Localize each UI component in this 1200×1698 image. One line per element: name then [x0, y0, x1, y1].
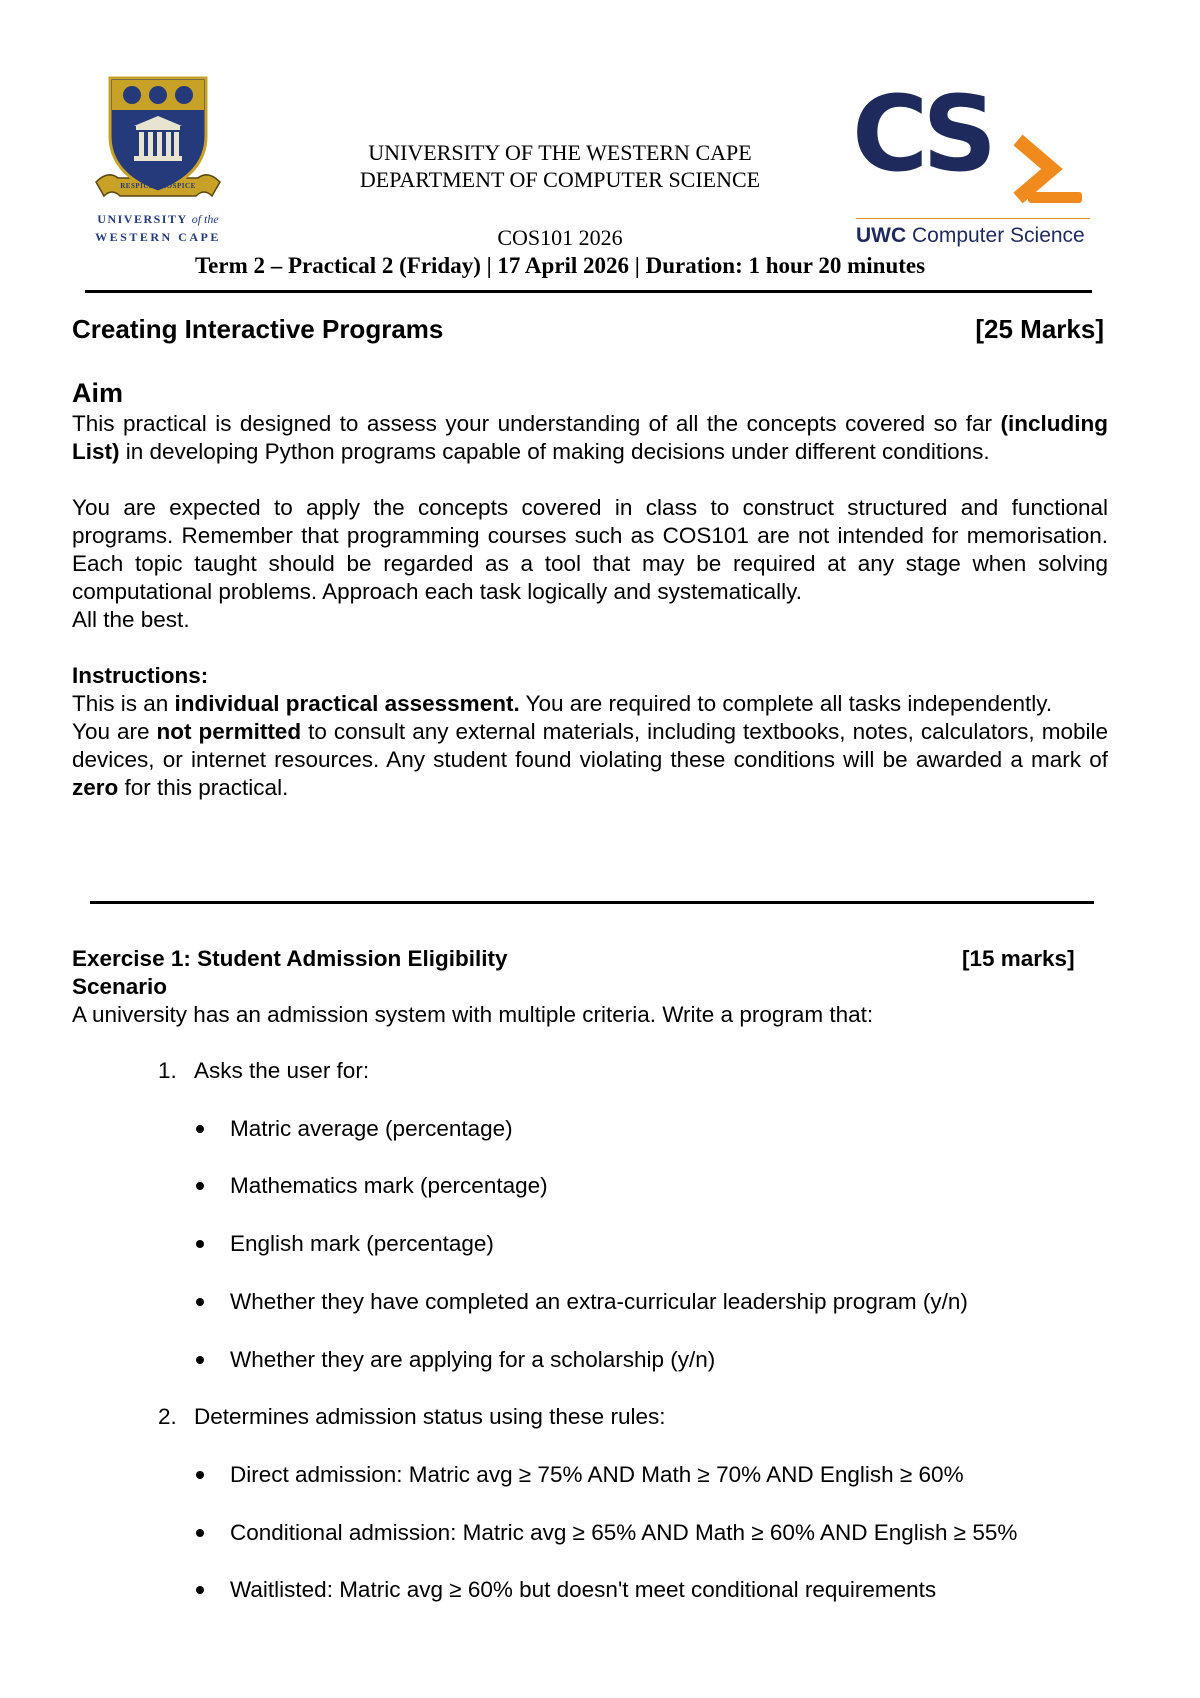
university-name: UNIVERSITY OF THE WESTERN CAPE — [368, 140, 752, 165]
header-divider — [85, 290, 1092, 293]
uwc-crest-icon — [88, 74, 228, 214]
input-item-text: English mark (percentage) — [230, 1231, 494, 1256]
instr-l2-zero: zero — [72, 775, 119, 800]
blank-line — [72, 634, 1108, 662]
bullet-icon — [196, 1471, 204, 1479]
input-item-text: Whether they are applying for a scholarship (y/n) — [230, 1347, 716, 1372]
bullet-icon — [196, 1586, 204, 1594]
total-marks: [25 Marks] — [975, 314, 1104, 344]
page-title: Creating Interactive Programs — [72, 314, 444, 344]
department-name: DEPARTMENT OF COMPUTER SCIENCE — [359, 167, 761, 192]
uwc-logo-line2: WESTERN CAPE — [95, 230, 221, 244]
aim-heading: Aim — [72, 378, 124, 408]
exercise1-marks: [15 marks] — [962, 946, 1075, 971]
instr-l2-bold: not permitted — [156, 719, 302, 744]
cs-logo-mark: CS — [852, 73, 990, 195]
aim-paragraph-1 — [72, 410, 1108, 466]
instructions-heading: Instructions: — [72, 663, 209, 688]
instr-l1-start: This is an — [72, 691, 175, 716]
rule-item-text: Conditional admission: Matric avg ≥ 65% AND Math ≥ 60% AND English ≥ 55% — [230, 1520, 1018, 1545]
aim-paragraph-2: You are expected to apply the concepts covered in class to construct structured and functional programs. Remember that programming courses such as COS101 are not intended for memorisation. Each topic taught should be regarded as a tool that may be required at any stage when solving computational problems. Approach each task logically and systematically. — [72, 495, 1108, 604]
bullet-icon — [196, 1240, 204, 1248]
input-item-text: Mathematics mark (percentage) — [230, 1173, 548, 1198]
rule-item-text: Waitlisted: Matric avg ≥ 60% but doesn't meet conditional requirements — [230, 1577, 937, 1602]
step-1-number: 1. — [158, 1058, 177, 1083]
instr-l2-c: to consult any external materials, including textbooks, notes, calculators, mobile devices, or internet resources. Any student found violating these conditions will be awarded a mark of — [72, 719, 1108, 772]
scenario-text: A university has an admission system with multiple criteria. Write a program that: — [72, 1002, 874, 1027]
step-1 — [158, 1058, 370, 1084]
input-item-text: Whether they have completed an extra-curricular leadership program (y/n) — [230, 1289, 968, 1314]
bullet-icon — [196, 1298, 204, 1306]
course-code: COS101 2026 — [497, 225, 623, 250]
scenario-heading: Scenario — [72, 974, 168, 999]
uwc-logo — [88, 74, 228, 244]
cs-caption-rest: Computer Science — [906, 224, 1085, 247]
step-1-text: Asks the user for: — [194, 1058, 370, 1083]
term-line: Term 2 – Practical 2 (Friday) | 17 April 2026 | Duration: 1 hour 20 minutes — [194, 253, 926, 278]
input-item-text: Matric average (percentage) — [230, 1116, 513, 1141]
cs-caption-uwc: UWC — [856, 224, 907, 247]
step-2-number: 2. — [158, 1404, 177, 1429]
uwc-motto: RESPICE PROSPICE — [120, 182, 196, 190]
bullet-icon — [196, 1529, 204, 1537]
uwc-logo-of-the: of the — [191, 212, 219, 226]
aim-p1-end: in developing Python programs capable of making decisions under different conditions. — [119, 439, 990, 464]
cs-logo-caption — [856, 224, 1085, 248]
aim-p1-start: This practical is designed to assess your understanding of all the concepts covered so far — [72, 411, 1001, 436]
section-divider — [90, 901, 1094, 904]
instr-l1-end: You are required to complete all tasks independently. — [519, 691, 1053, 716]
instructions-line-2 — [72, 718, 1108, 802]
step-2-text: Determines admission status using these rules: — [194, 1404, 666, 1429]
aim-paragraph-3: All the best. — [72, 607, 190, 632]
uwc-logo-word: UNIVERSITY — [97, 212, 188, 226]
cs-logo-divider — [856, 218, 1090, 219]
bullet-icon — [196, 1356, 204, 1364]
cs-logo-underscore — [1028, 192, 1082, 203]
instructions-line-1 — [72, 690, 1108, 718]
bullet-icon — [196, 1182, 204, 1190]
aim-section — [72, 410, 1108, 802]
cs-logo — [852, 73, 1092, 254]
bullet-icon — [196, 1125, 204, 1133]
instr-l1-bold: individual practical assessment. — [174, 691, 520, 716]
blank-line — [72, 466, 1108, 494]
exercise1-title: Exercise 1: Student Admission Eligibility — [72, 946, 508, 971]
uwc-logo-line1 — [88, 212, 228, 227]
step-2 — [158, 1404, 666, 1430]
instr-l2-a: You are — [72, 719, 157, 744]
aim-p1-bold: (including List) — [72, 411, 1108, 464]
rule-item-text: Direct admission: Matric avg ≥ 75% AND Math ≥ 70% AND English ≥ 60% — [230, 1462, 964, 1487]
instr-l2-e: for this practical. — [118, 775, 289, 800]
